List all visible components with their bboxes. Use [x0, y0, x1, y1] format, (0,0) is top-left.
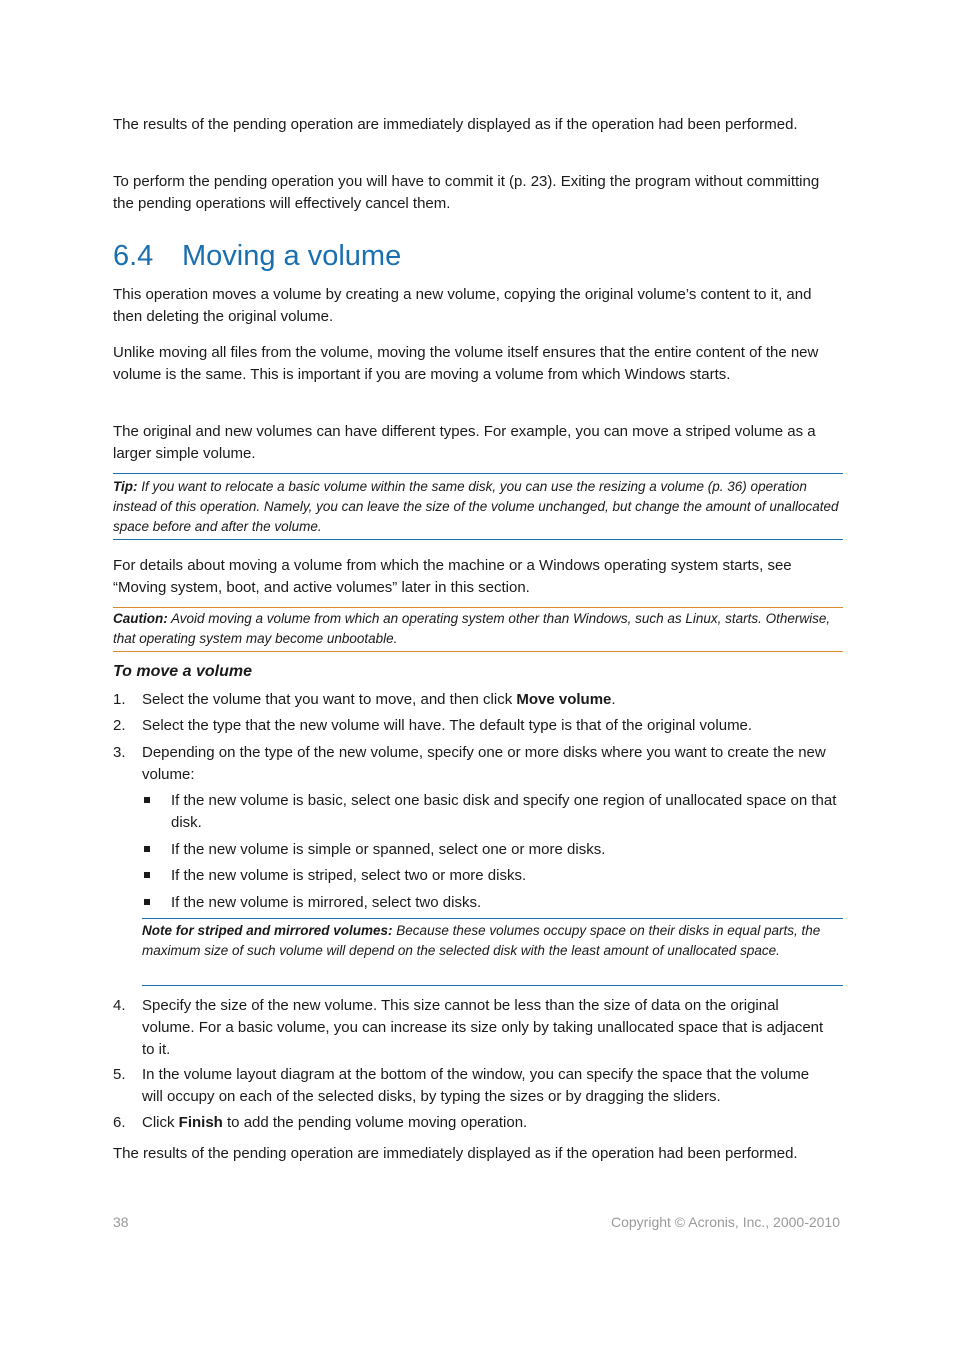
step-2-text: Select the type that the new volume will have. The default type is that of the original volume.	[142, 717, 753, 734]
bullet-text: If the new volume is mirrored, select two disks.	[171, 894, 482, 911]
bullet-square-icon	[144, 846, 150, 852]
section-paragraph-3: The original and new volumes can have different types. For example, you can move a striped volume as a larger simple volume.	[113, 423, 816, 462]
section-title: Moving a volume	[182, 240, 402, 272]
tip-text: If you want to relocate a basic volume within the same disk, you can use the resizing a volume (p. 36) operation instead of this operation. Namely, you can leave the size of the volume unchanged, but change the amount of unallocated space before and after the volume.	[113, 479, 839, 534]
final-paragraph: The results of the pending operation are immediately displayed as if the operation had been performed.	[113, 1145, 798, 1162]
section-paragraph-2: Unlike moving all files from the volume, moving the volume itself ensures that the entire content of the new volume is the same. This is important if you are moving a volume from which Windows starts.	[113, 344, 819, 383]
section-paragraph-4: For details about moving a volume from which the machine or a Windows operating system starts, see “Moving system, boot, and active volumes” later in this section.	[113, 557, 792, 596]
step-4-text: Specify the size of the new volume. This size cannot be less than the size of data on the original volume. For a basic volume, you can increase its size only by taking unallocated space that is adjacent to it.	[142, 997, 824, 1058]
tip-note	[113, 473, 843, 540]
note-text: Because these volumes occupy space on their disks in equal parts, the maximum size of such volume will depend on the selected disk with the least amount of unallocated space.	[142, 923, 821, 958]
step-number: 3.	[113, 744, 126, 761]
step-number: 5.	[113, 1066, 126, 1083]
bullet-square-icon	[144, 797, 150, 803]
tip-label: Tip:	[113, 479, 138, 494]
step-3-text: Depending on the type of the new volume, specify one or more disks where you want to create the new volume:	[142, 744, 826, 783]
section-number: 6.4	[113, 240, 154, 272]
bullet-text: If the new volume is basic, select one basic disk and specify one region of unallocated space on that disk.	[171, 792, 837, 831]
step-number: 1.	[113, 691, 126, 708]
copyright: Copyright © Acronis, Inc., 2000-2010	[611, 1214, 840, 1230]
step-number: 6.	[113, 1114, 126, 1131]
note-label: Note for striped and mirrored volumes:	[142, 923, 393, 938]
caution-label: Caution:	[113, 611, 168, 626]
section-paragraph-1: This operation moves a volume by creating a new volume, copying the original volume’s content to it, and then deleting the original volume.	[113, 286, 812, 325]
bullet-text: If the new volume is striped, select two or more disks.	[171, 867, 527, 884]
step-5-text: In the volume layout diagram at the bottom of the window, you can specify the space that the volume will occupy on each of the selected disks, by typing the sizes or by dragging the sliders.	[142, 1066, 810, 1105]
intro-paragraph-2: To perform the pending operation you will have to commit it (p. 23). Exiting the program without committing the pending operations will effectively cancel them.	[113, 173, 820, 212]
bullet-square-icon	[144, 899, 150, 905]
section-heading	[113, 236, 401, 276]
bullet-square-icon	[144, 872, 150, 878]
page-footer	[113, 1212, 840, 1232]
step-1-text: Select the volume that you want to move, and then click	[142, 691, 517, 708]
step-1-end: .	[611, 691, 616, 708]
step-6-text: Click	[142, 1114, 179, 1131]
procedure-title: To move a volume	[113, 663, 252, 680]
step-number: 4.	[113, 997, 126, 1014]
step-number: 2.	[113, 717, 126, 734]
page-number: 38	[113, 1214, 129, 1230]
intro-paragraph-1: The results of the pending operation are immediately displayed as if the operation had been performed.	[113, 116, 798, 133]
move-volume-label: Move volume	[516, 691, 612, 708]
caution-note	[113, 607, 843, 652]
step-6-end: to add the pending volume moving operation.	[222, 1114, 528, 1131]
striped-mirrored-note	[142, 918, 843, 986]
caution-text: Avoid moving a volume from which an operating system other than Windows, such as Linux, starts. Otherwise, that operating system may become unbootable.	[113, 611, 831, 646]
bullet-text: If the new volume is simple or spanned, select one or more disks.	[171, 841, 606, 858]
finish-label: Finish	[178, 1114, 223, 1131]
